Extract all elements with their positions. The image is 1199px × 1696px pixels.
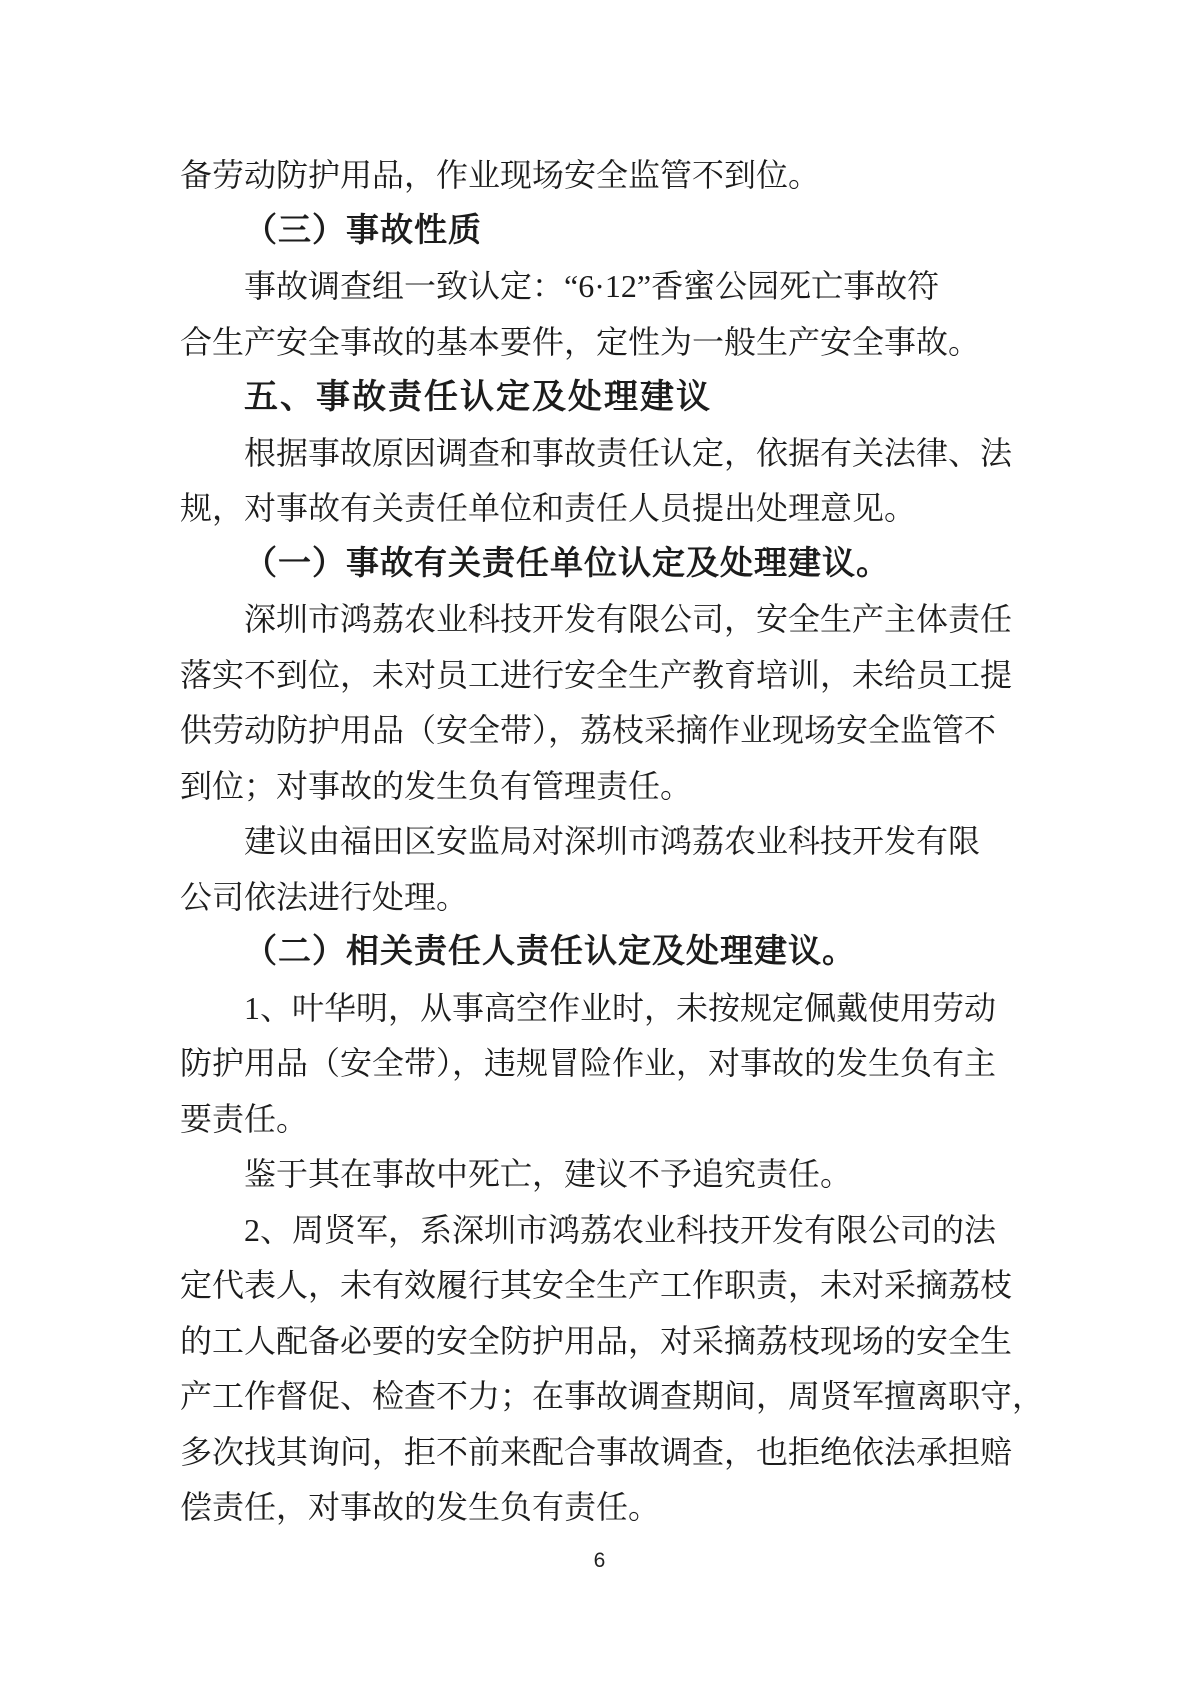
text-line: 2、周贤军，系深圳市鸿荔农业科技开发有限公司的法 [244,1211,997,1248]
text-line: 根据事故原因调查和事故责任认定，依据有关法律、法 [244,434,1013,471]
text-line: （三）事故性质 [244,212,482,249]
text-line: 规，对事故有关责任单位和责任人员提出处理意见。 [180,490,917,526]
text-line: 要责任。 [180,1100,309,1137]
text-line: （一）事故有关责任单位认定及处理建议。 [244,545,890,582]
text-line: 供劳动防护用品（安全带），荔枝采摘作业现场安全监管不 [180,712,997,748]
document-body [180,148,1045,1536]
text-line: 到位；对事故的发生负有管理责任。 [180,767,693,804]
text-line: 定代表人，未有效履行其安全生产工作职责，未对采摘荔枝 [180,1267,1013,1303]
text-line: 建议由福田区安监局对深圳市鸿荔农业科技开发有限 [244,823,981,859]
text-line: （二）相关责任人责任认定及处理建议。 [244,934,856,970]
text-line: 的工人配备必要的安全防护用品，对采摘荔枝现场的安全生 [180,1322,1013,1359]
text-line: 落实不到位，未对员工进行安全生产教育培训，未给员工提 [180,656,1013,693]
text-line: 防护用品（安全带），违规冒险作业，对事故的发生负有主 [180,1045,997,1081]
text-line: 多次找其询问，拒不前来配合事故调查，也拒绝依法承担赔 [180,1433,1013,1470]
text-line: 产工作督促、检查不力；在事故调查期间，周贤军擅离职守， [180,1378,1045,1414]
text-line: 事故调查组一致认定：“6·12”香蜜公园死亡事故符 [244,268,940,304]
page-number: 6 [593,1549,606,1572]
text-line: 五、事故责任认定及处理建议 [244,378,712,416]
text-line: 鉴于其在事故中死亡，建议不予追究责任。 [244,1156,853,1192]
text-line: 深圳市鸿荔农业科技开发有限公司，安全生产主体责任 [244,601,1013,637]
text-line: 合生产安全事故的基本要件，定性为一般生产安全事故。 [180,323,981,360]
text-line: 1、叶华明，从事高空作业时，未按规定佩戴使用劳动 [244,989,997,1026]
text-line: 公司依法进行处理。 [180,878,469,915]
text-line: 备劳动防护用品，作业现场安全监管不到位。 [180,157,821,193]
text-line: 偿责任，对事故的发生负有责任。 [180,1489,661,1525]
